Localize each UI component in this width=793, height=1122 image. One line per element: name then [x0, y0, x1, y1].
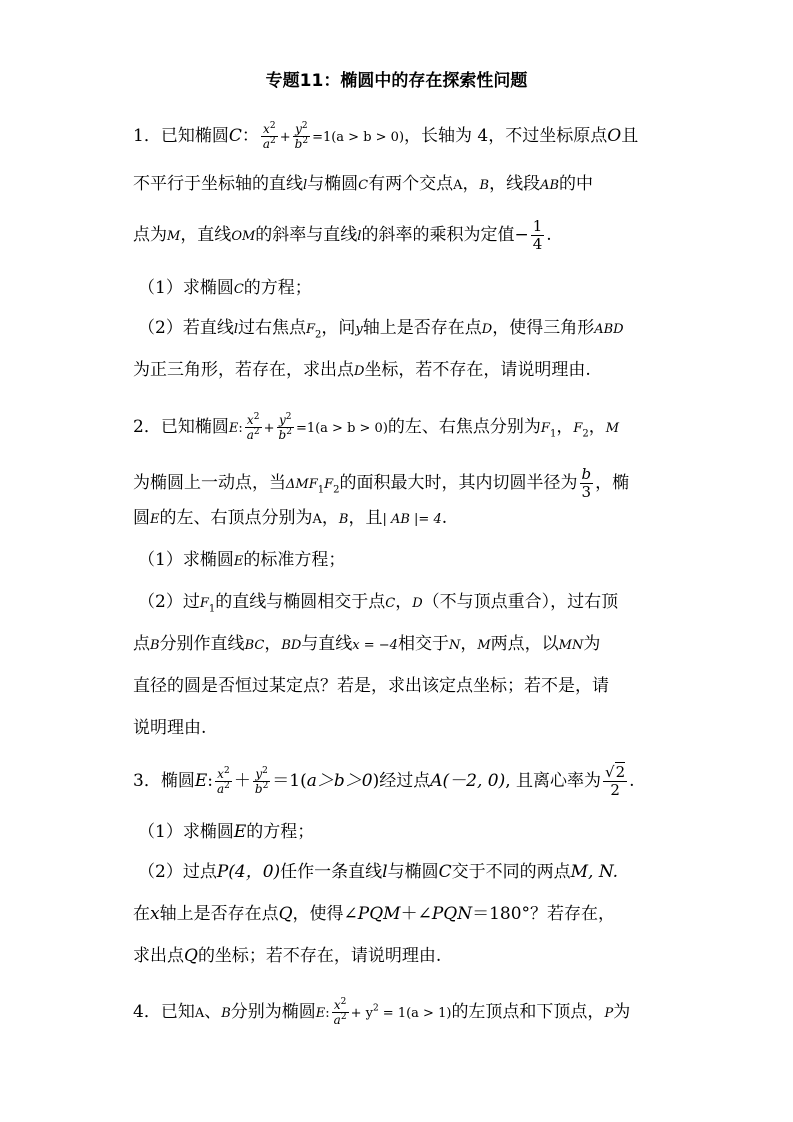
q2-part-2-cont-2: 直径的圆是否恒过某定点？若是，求出该定点坐标；若不是，请 — [133, 676, 609, 696]
q2-part-2-cont-3: 说明理由. — [133, 718, 207, 738]
q3-part-1: （1）求椭圆E的方程； — [138, 822, 315, 842]
fraction-x2-a2: $\frac{x^2}{a^2}$ — [246, 412, 260, 442]
page-title: 专题11：椭圆中的存在探索性问题 — [265, 71, 528, 91]
q2-line-3: 圆E的左、右顶点分别为A，B，且| AB |= 4. — [133, 508, 448, 528]
fraction-x2-a2: $\frac{x^2}{a^2}$ — [216, 766, 230, 796]
q1-line-1: 1．已知椭圆C： $\frac{x^2}{a^2}$ + $\frac{y^2}{b^2}$ =1(a > b > 0)，长轴为 4，不过坐标原点O且 — [133, 121, 639, 151]
q1-part-2-cont: 为正三角形，若存在，求出点D坐标，若不存在，请说明理由. — [133, 360, 591, 380]
q1-part-1: （1）求椭圆C的方程； — [138, 278, 312, 298]
q2-part-2: （2）过$F_1$的直线与椭圆相交于点C，D（不与顶点重合），过右顶 — [138, 592, 619, 615]
q3-part-2-cont-1: 在x轴上是否存在点Q，使得∠PQM＋∠PQN＝180°？若存在， — [133, 904, 616, 924]
q2-part-2-cont-1: 点B分别作直线BC，BD与直线x = −4相交于N，M两点，以MN为 — [133, 634, 601, 654]
fraction-y2-b2: $\frac{y^2}{b^2}$ — [278, 412, 292, 442]
fraction-y2-b2: $\frac{y^2}{b^2}$ — [254, 766, 269, 796]
q4-line-1: 4．已知A、B分别为椭圆E: $\frac{x^2}{a^2}$ + $y^2 = 1(a > 1)$的左顶点和下顶点，P为 — [133, 997, 631, 1027]
q2-line-2: 为椭圆上一动点，当$\Delta MF_1F_2$的面积最大时，其内切圆半径为 $\frac{b}{3}$ ，椭 — [133, 465, 630, 501]
fraction-b-over-3: $\frac{b}{3}$ — [581, 465, 592, 501]
fraction-sqrt2-over-2: $\frac{√2}{2}$ — [605, 763, 626, 799]
q3-part-2: （2）过点P(4，0)任作一条直线l与椭圆C交于不同的两点M, N. — [138, 862, 619, 882]
q1-part-2: （2）若直线l过右焦点$F_2$，问y轴上是否存在点D，使得三角形ABD — [138, 318, 624, 341]
fraction-x2-a2: $\frac{x^2}{a^2}$ — [333, 997, 347, 1027]
q1-line-2: 不平行于坐标轴的直线l与椭圆C有两个交点A，B，线段AB的中 — [133, 174, 594, 194]
fraction-y2-b2: $\frac{y^2}{b^2}$ — [294, 121, 309, 151]
q2-line-1: 2．已知椭圆E: $\frac{x^2}{a^2}$ + $\frac{y^2}{b^2}$ =1(a > b > 0)的左、右焦点分别为$F_1$，$F_2$，M — [133, 412, 620, 442]
fraction-one-quarter: $\frac{1}{4}$ — [532, 217, 543, 253]
fraction-x2-a2: $\frac{x^2}{a^2}$ — [262, 121, 276, 151]
q1-line-3: 点为M，直线OM的斜率与直线l的斜率的乘积为定值− $\frac{1}{4}$ . — [133, 217, 552, 253]
q2-part-1: （1）求椭圆E的标准方程； — [138, 550, 346, 570]
q3-line-1: 3．椭圆E: $\frac{x^2}{a^2}$ ＋ $\frac{y^2}{b^2}$ ＝1(a＞b＞0)经过点A(－2, 0), 且离心率为 $\frac{√2}{2}$ . — [133, 763, 635, 799]
q3-part-2-cont-2: 求出点Q的坐标；若不存在，请说明理由. — [133, 946, 442, 966]
